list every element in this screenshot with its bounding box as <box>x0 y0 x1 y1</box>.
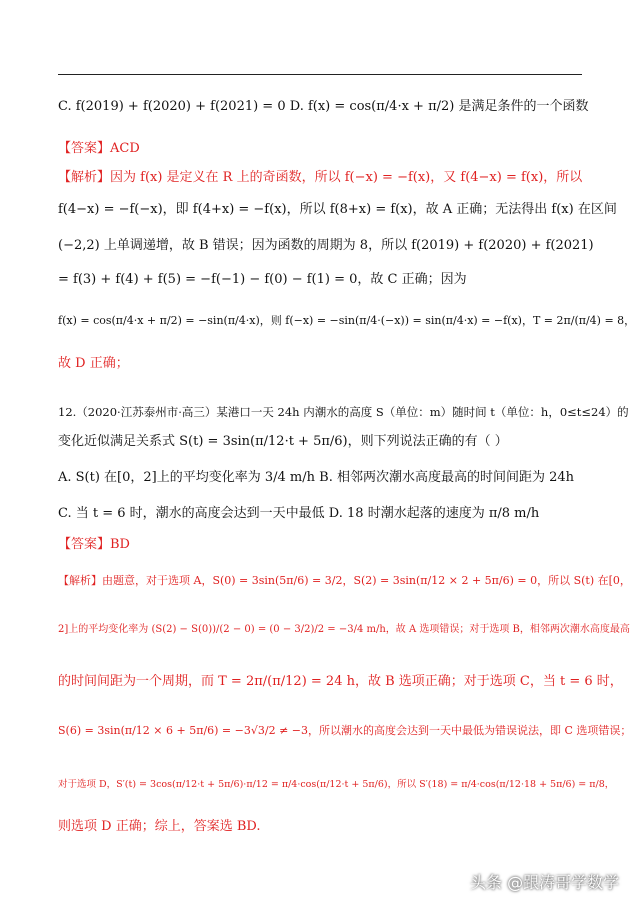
text-line: 变化近似满足关系式 S(t) = 3sin(π/12·t + 5π/6)，则下列说法正确的有（ ） <box>58 434 508 449</box>
top-rule <box>58 74 582 75</box>
text-line: 【解析】因为 f(x) 是定义在 R 上的奇函数，所以 f(−x) = −f(x)，又 f(4−x) = f(x)，所以 <box>58 170 583 185</box>
text-line: f(x) = cos(π/4·x + π/2) = −sin(π/4·x)，则 f(−x) = −sin(π/4·(−x)) = sin(π/4·x) = −f(x)，T = 2π/(π/4) = 8， <box>58 314 636 327</box>
text-line: f(4−x) = −f(−x)，即 f(4+x) = −f(x)，所以 f(8+x) = f(x)，故 A 正确；无法得出 f(x) 在区间 <box>58 202 617 217</box>
text-line: (−2,2) 上单调递增，故 B 错误；因为函数的周期为 8，所以 f(2019) + f(2020) + f(2021) <box>58 238 594 253</box>
text-line: 则选项 D 正确；综上，答案选 BD. <box>58 819 261 834</box>
text-line: 的时间间距为一个周期，而 T = 2π/(π/12) = 24 h，故 B 选项正确；对于选项 C，当 t = 6 时， <box>58 674 623 689</box>
text-line: S(6) = 3sin(π/12 × 6 + 5π/6) = −3√3/2 ≠ −3，所以潮水的高度会达到一天中最低为错误说法，即 C 选项错误； <box>58 724 632 737</box>
text-line: 故 D 正确； <box>58 356 129 371</box>
text-line: 【解析】由题意，对于选项 A，S(0) = 3sin(5π/6) = 3/2，S(2) = 3sin(π/12 × 2 + 5π/6) = 0，所以 S(t) 在[0， <box>58 574 631 587</box>
text-line: = f(3) + f(4) + f(5) = −f(−1) − f(0) − f(1) = 0，故 C 正确；因为 <box>58 272 467 287</box>
text-line: C. f(2019) + f(2020) + f(2021) = 0 D. f(x) = cos(π/4·x + π/2) 是满足条件的一个函数 <box>58 99 589 114</box>
text-line: 【答案】BD <box>58 537 130 552</box>
text-line: 【答案】ACD <box>58 141 140 156</box>
text-line: A. S(t) 在[0，2]上的平均变化率为 3/4 m/h B. 相邻两次潮水高度最高的时间间距为 24h <box>58 470 575 485</box>
text-line: C. 当 t = 6 时，潮水的高度会达到一天中最低 D. 18 时潮水起落的速度为 π/8 m/h <box>58 506 540 521</box>
watermark: 头条 @跟涛哥学数学 <box>470 873 620 892</box>
text-line: 对于选项 D，S′(t) = 3cos(π/12·t + 5π/6)·π/12 = π/4·cos(π/12·t + 5π/6)，所以 S′(18) = π/4·cos(π/12·18 + 5π/6) = π/8， <box>58 779 615 790</box>
text-line: 12.（2020·江苏泰州市·高三）某港口一天 24h 内潮水的高度 S（单位：m）随时间 t（单位：h，0≤t≤24）的 <box>58 405 629 419</box>
text-line: 2]上的平均变化率为 (S(2) − S(0))/(2 − 0) = (0 − 3/2)/2 = −3/4 m/h，故 A 选项错误；对于选项 B，相邻两次潮水高度最高 <box>58 624 630 635</box>
